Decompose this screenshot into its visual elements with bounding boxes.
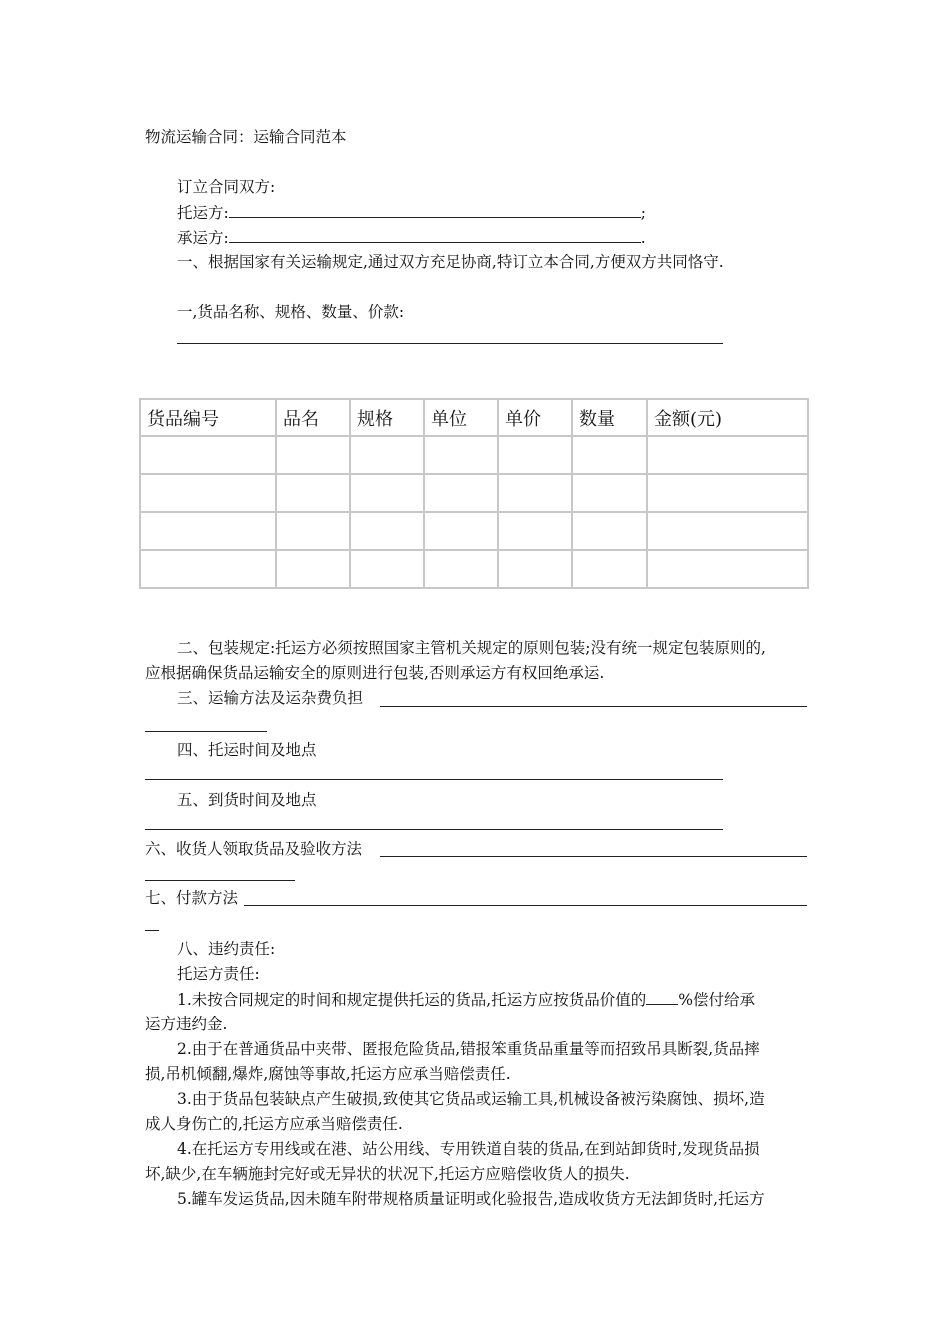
shipper-line	[177, 202, 646, 223]
section-6-blank-line-cont[interactable]	[145, 880, 295, 881]
section-6-blank-line[interactable]	[380, 856, 807, 857]
col-header-unit: 单位	[424, 399, 498, 436]
table-row	[140, 436, 808, 474]
clause-3-line-2: 成人身伤亡的,托运方应承当赔偿责任.	[145, 1115, 403, 1133]
section-8-heading: 八、违约责任:	[177, 940, 276, 958]
section-7-blank-line[interactable]	[244, 905, 807, 906]
table-cell[interactable]	[498, 550, 572, 588]
table-cell[interactable]	[572, 512, 647, 550]
carrier-input-line[interactable]	[229, 227, 641, 243]
table-cell[interactable]	[140, 474, 276, 512]
clause-5-line-1: 5.罐车发运货品,因未随车附带规格质量证明或化验报告,造成收货方无法卸货时,托运方	[177, 1190, 765, 1208]
table-cell[interactable]	[276, 436, 350, 474]
packaging-line-2: 应根据确保货品运输安全的原则进行包装,否则承运方有权回绝承运.	[145, 664, 605, 682]
table-cell[interactable]	[350, 512, 424, 550]
carrier-line	[177, 227, 646, 248]
table-cell[interactable]	[140, 550, 276, 588]
carrier-end: .	[640, 229, 646, 247]
preamble: 一、根据国家有关运输规定,通过双方充足协商,特订立本合同,方便双方共同恪守.	[177, 253, 724, 271]
table-cell[interactable]	[350, 436, 424, 474]
table-row	[140, 512, 808, 550]
table-cell[interactable]	[498, 512, 572, 550]
section-7-label: 七、付款方法	[145, 889, 239, 907]
section-5-label: 五、到货时间及地点	[177, 791, 317, 809]
table-cell[interactable]	[498, 474, 572, 512]
parties-heading: 订立合同双方:	[177, 178, 276, 196]
goods-heading: 一,货品名称、规格、数量、价款:	[177, 303, 405, 321]
shipper-liability-heading: 托运方责任:	[177, 965, 260, 983]
table-cell[interactable]	[498, 436, 572, 474]
document-title: 物流运输合同：运输合同范本	[145, 128, 347, 146]
carrier-label: 承运方:	[177, 229, 229, 247]
clause-2-line-1: 2.由于在普通货品中夹带、匿报危险货品,错报笨重货品重量等而招致吊具断裂,货品摔	[177, 1040, 760, 1058]
clause-1-line-2: 运方违约金.	[145, 1015, 228, 1033]
clause-2-line-2: 损,吊机倾翻,爆炸,腐蚀等事故,托运方应承当赔偿责任.	[145, 1065, 511, 1083]
clause-4-line-2: 坏,缺少,在车辆施封完好或无异状的状况下,托运方应赔偿收货人的损失.	[145, 1165, 630, 1183]
table-cell[interactable]	[424, 550, 498, 588]
section-3-blank-line[interactable]	[380, 706, 807, 707]
section-7-blank-line-cont[interactable]	[145, 930, 159, 931]
section-3-blank-line-cont[interactable]	[145, 731, 267, 732]
table-cell[interactable]	[140, 436, 276, 474]
col-header-name: 品名	[276, 399, 350, 436]
clause-4-line-1: 4.在托运方专用线或在港、站公用线、专用铁道自装的货品,在到站卸货时,发现货品损	[177, 1140, 760, 1158]
table-cell[interactable]	[424, 436, 498, 474]
section-5-blank-line[interactable]	[145, 829, 723, 830]
goods-table	[139, 398, 809, 589]
table-cell[interactable]	[572, 474, 647, 512]
clause-3-line-1: 3.由于货品包装缺点产生破损,致使其它货品或运输工具,机械设备被污染腐蚀、损坏,造	[177, 1090, 765, 1108]
col-header-quantity: 数量	[572, 399, 647, 436]
packaging-line-1: 二、包装规定:托运方必须按照国家主管机关规定的原则包装;没有统一规定包装原则的,	[177, 639, 766, 657]
col-header-amount: 金额(元)	[647, 399, 808, 436]
shipper-input-line[interactable]	[229, 202, 641, 218]
goods-blank-line[interactable]	[177, 343, 723, 344]
table-cell[interactable]	[424, 474, 498, 512]
table-header-row	[140, 399, 808, 436]
clause-1-text-a: 1.未按合同规定的时间和规定提供托运的货品,托运方应按货品价值的	[177, 991, 647, 1009]
table-cell[interactable]	[140, 512, 276, 550]
table-cell[interactable]	[647, 512, 808, 550]
table-cell[interactable]	[276, 512, 350, 550]
section-4-label: 四、托运时间及地点	[177, 741, 317, 759]
shipper-end: ;	[640, 204, 646, 222]
penalty-percent-blank[interactable]	[646, 989, 678, 1005]
section-6-label: 六、收货人领取货品及验收方法	[145, 840, 363, 858]
clause-1-line-1	[177, 989, 755, 1010]
section-4-blank-line[interactable]	[145, 779, 723, 780]
table-cell[interactable]	[350, 474, 424, 512]
table-cell[interactable]	[350, 550, 424, 588]
section-3-label: 三、运输方法及运杂费负担	[177, 689, 364, 707]
table-cell[interactable]	[424, 512, 498, 550]
table-cell[interactable]	[647, 550, 808, 588]
table-cell[interactable]	[572, 436, 647, 474]
table-cell[interactable]	[647, 436, 808, 474]
clause-1-text-b: %偿付给承	[678, 991, 755, 1009]
col-header-spec: 规格	[350, 399, 424, 436]
table-cell[interactable]	[276, 550, 350, 588]
table-cell[interactable]	[276, 474, 350, 512]
table-row	[140, 474, 808, 512]
table-row	[140, 550, 808, 588]
table-cell[interactable]	[647, 474, 808, 512]
shipper-label: 托运方:	[177, 204, 229, 222]
table-cell[interactable]	[572, 550, 647, 588]
col-header-unit-price: 单价	[498, 399, 572, 436]
col-header-item-no: 货品编号	[140, 399, 276, 436]
